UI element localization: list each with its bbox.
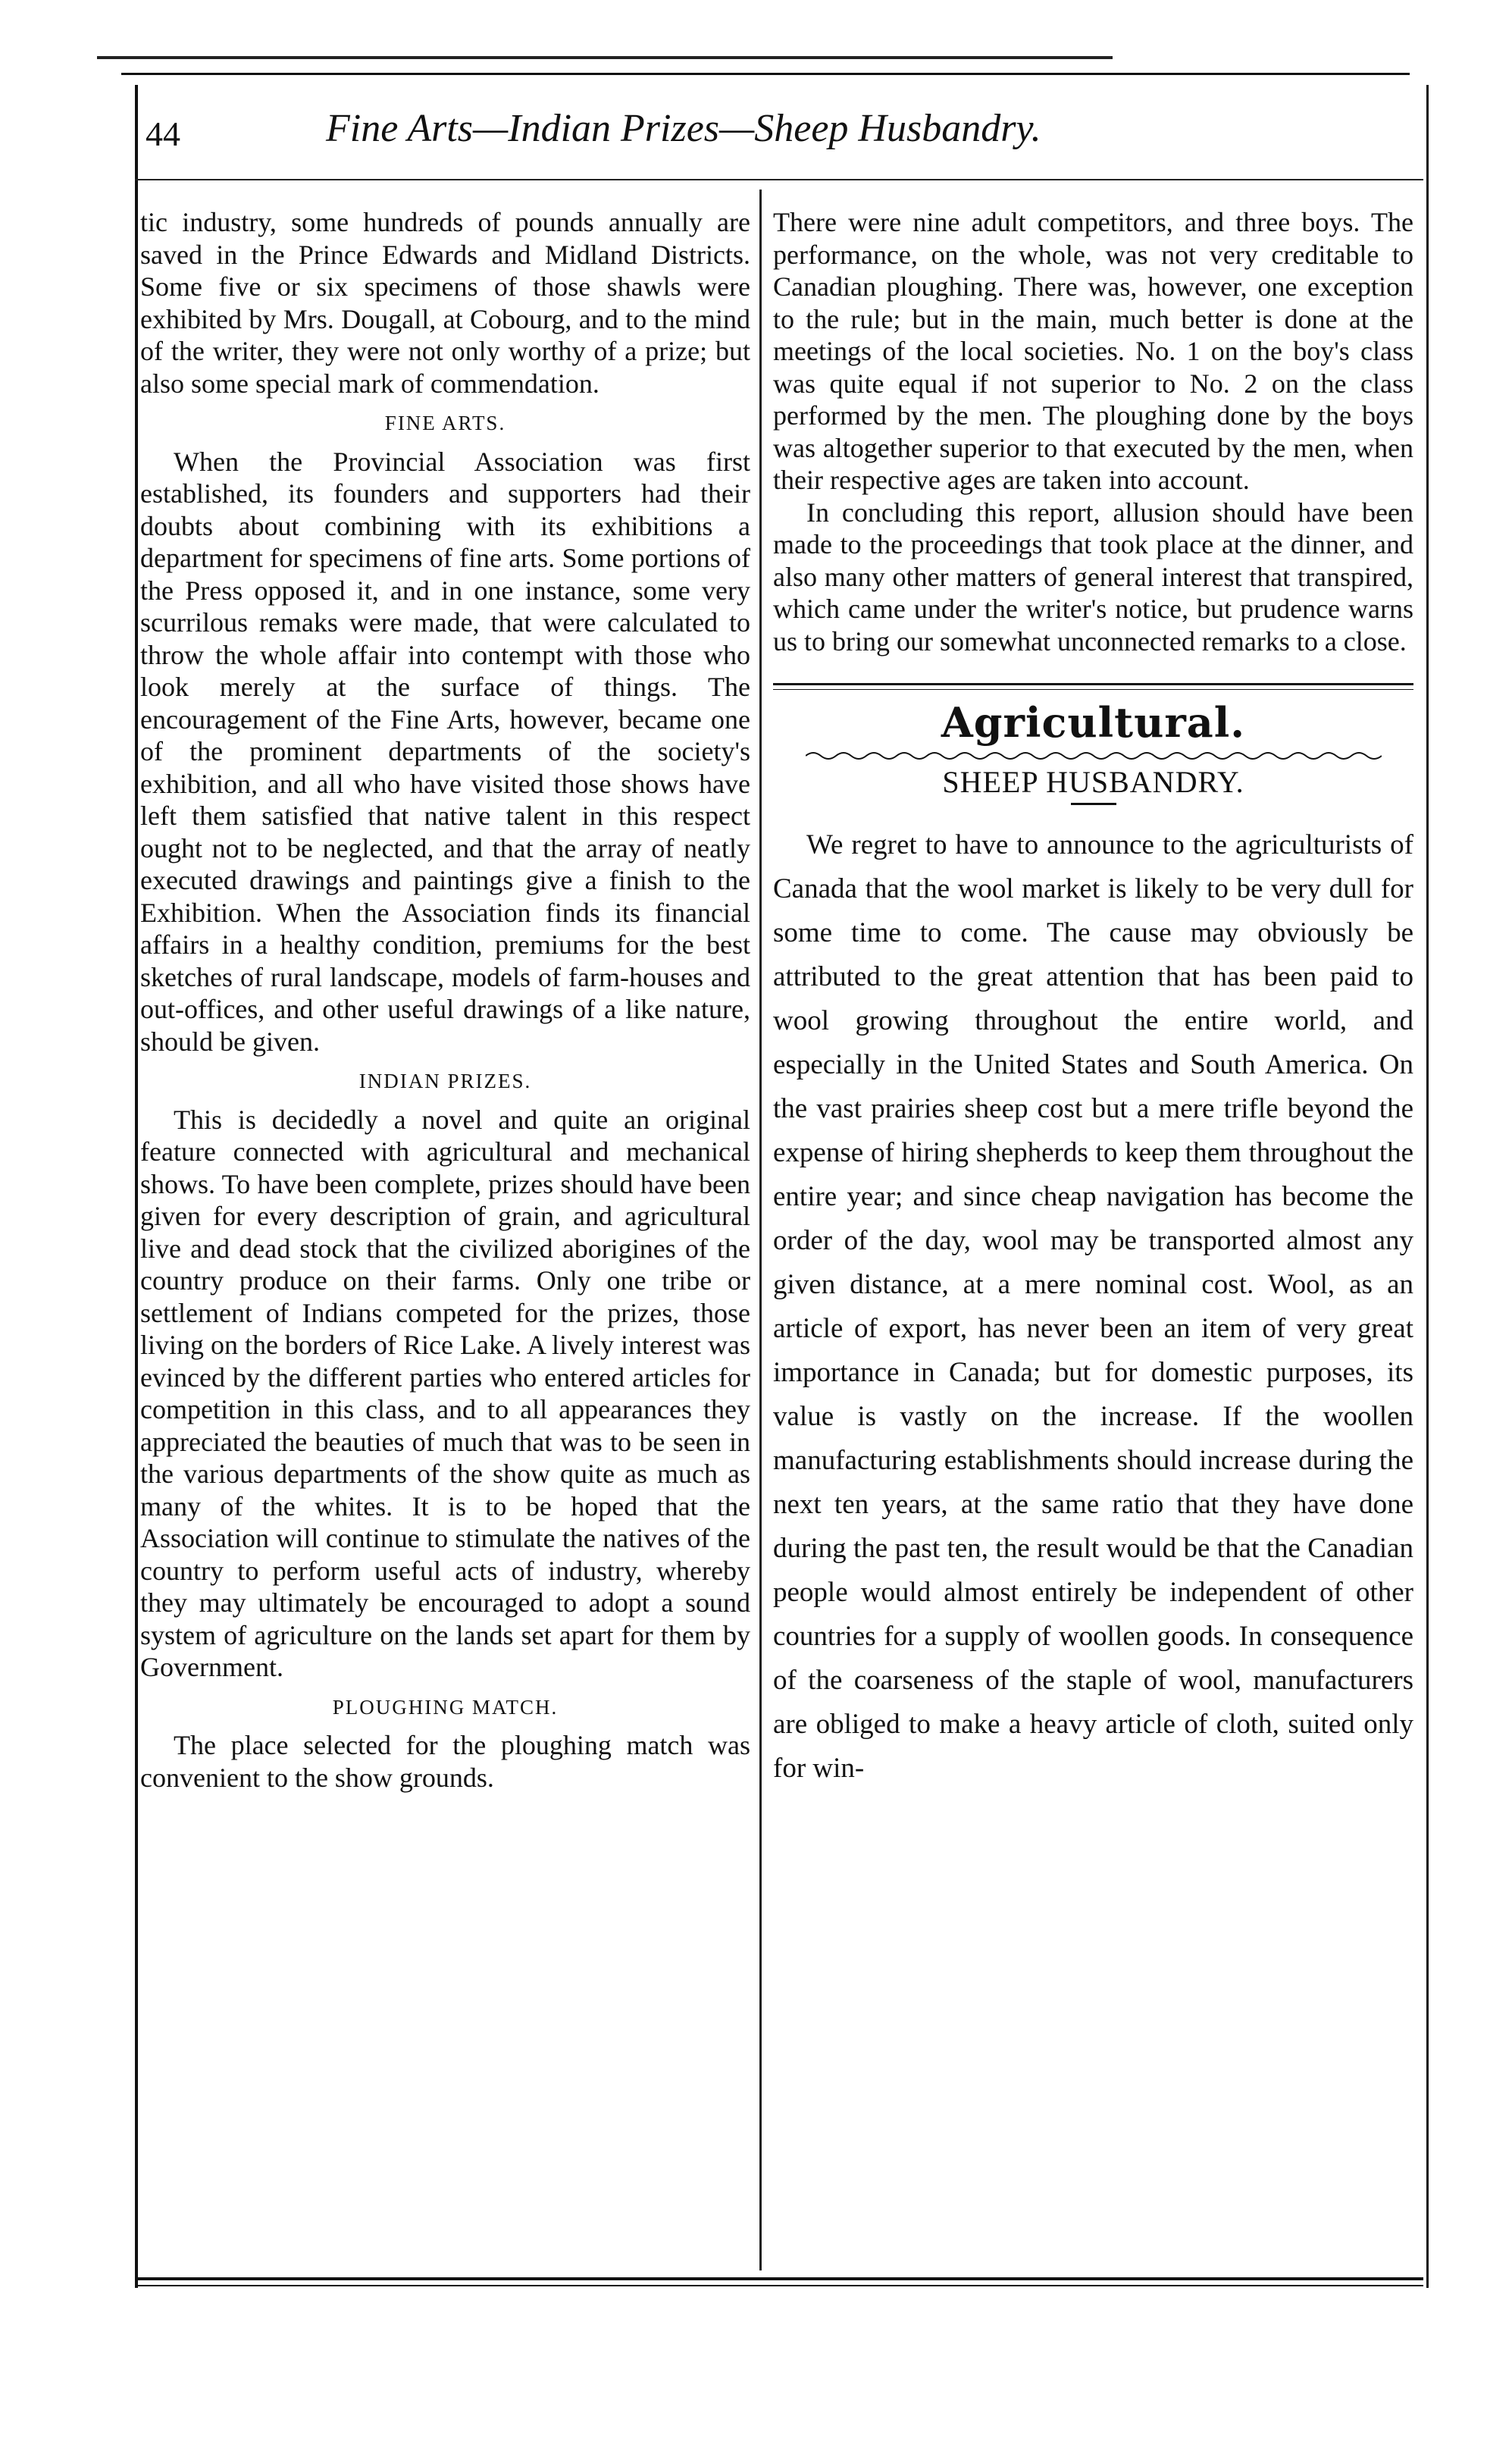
fine-arts-heading: FINE ARTS.: [384, 412, 506, 434]
ploughing-match-body: The place selected for the ploughing match was convenient to the show grounds.: [140, 1730, 750, 1793]
section-double-rule-thin: [773, 689, 1413, 690]
left-column: [140, 206, 750, 1794]
ploughing-match-heading: PLOUGHING MATCH.: [332, 1695, 559, 1719]
ploughing-continued-paragraph: There were nine adult competitors, and three boys. The performance, on the whole, was not very creditable to Canadian ploughing. There was, however, one exception to the rule; but in the main, much better is done at the meetings of the local societies. No. 1 on the boy's class was quite equal if not superior to No. 2 on the class performed by the men. The ploughing done by the boys was altogether superior to that executed by the men, when their respective ages are taken into account.: [773, 207, 1413, 495]
top-rule-double: [121, 73, 1410, 75]
title-dash: [1071, 803, 1116, 805]
article-body: We regret to have to announce to the agriculturists of Canada that the wool market is likely to be very dull for some time to come. The cause may obviously be attributed to the great attention that has been paid to wool growing throughout the entire world, and especially in the United States and South America. On the vast prairies sheep cost but a mere trifle beyond the expense of hiring shepherds to keep them throughout the entire year; and since cheap navigation has become the order of the day, wool may be transported almost any given distance, at a mere nominal cost. Wool, as an article of export, has never been an item of very great importance in Canada; but for domestic purposes, its value is vastly on the increase. If the woollen manufacturing establishments should increase during the next ten years, at the same ratio that they have done during the past ten, the result would be that the Canadian people would almost entirely be independent of other countries for a supply of woollen goods. In consequence of the coarseness of the staple of wool, manufacturers are obliged to make a heavy article of cloth, suited only for win-: [773, 829, 1413, 1784]
fine-arts-body: When the Provincial Association was first established, its founders and supporters had their doubts about combining with its exhibitions a department for specimens of fine arts. Some portions of the Press opposed it, and in one instance, some very scurrilous remaks were made, that were calculated to throw the whole affair into contempt with those who look merely at the surface of things. The encouragement of the Fine Arts, however, became one of the prominent departments of the society's exhibition, and all who have visited those shows have left them satisfied that native talent in this respect ought not to be neglected, and that the array of neatly executed drawings and paintings give a finish to the Exhibition. When the Association finds its financial affairs in a healthy condition, premiums for the best sketches of rural landscape, models of farm-houses and out-offices, and other useful drawings of a like nature, should be given.: [140, 446, 750, 1057]
header-rule: [135, 179, 1423, 180]
article-title: SHEEP HUSBANDRY.: [942, 764, 1244, 799]
running-title: Fine Arts—Indian Prizes—Sheep Husbandry.: [326, 107, 1041, 150]
column-divider: [759, 190, 762, 2270]
concluding-paragraph: In concluding this report, allusion should have been made to the proceedings that took place at the dinner, and also many other matters of general interest that transpired, which came under the writer's notice, but prudence warns us to bring our somewhat unconnected remarks to a close.: [773, 497, 1413, 657]
wavy-ornament: [806, 750, 1382, 762]
bottom-rule-double: [135, 2285, 1423, 2286]
bottom-rule: [135, 2277, 1423, 2280]
right-column: [773, 206, 1413, 1791]
intro-paragraph: tic industry, some hundreds of pounds annually are saved in the Prince Edwards and Midland Districts. Some five or six specimens of those shawls were exhibited by Mrs. Dougall, at Cobourg, and to the mind of the writer, they were not only worthy of a prize; but also some special mark of commendation.: [140, 207, 750, 399]
section-double-rule: [773, 683, 1413, 685]
top-rule: [97, 56, 1113, 59]
indian-prizes-body: This is decidedly a novel and quite an original feature connected with agricultural and mechanical shows. To have been complete, prizes should have been given for every description of grain, and agricultural live and dead stock that the civilized aborigines of the country produce on their farms. Only one tribe or settlement of Indians competed for the prizes, those living on the borders of Rice Lake. A lively interest was evinced by the different parties who entered articles for competition in this class, and to all appearances they appreciated the beauties of much that was to be seen in the various departments of the show quite as much as many of the whites. It is to be hoped that the Association will continue to stimulate the natives of the country to perform useful acts of industry, whereby they may ultimately be encouraged to adopt a sound system of agriculture on the lands set apart for them by Government.: [140, 1104, 750, 1682]
page-number: 44: [146, 114, 180, 153]
indian-prizes-heading: INDIAN PRIZES.: [358, 1070, 532, 1092]
section-title: Agricultural.: [941, 698, 1246, 747]
